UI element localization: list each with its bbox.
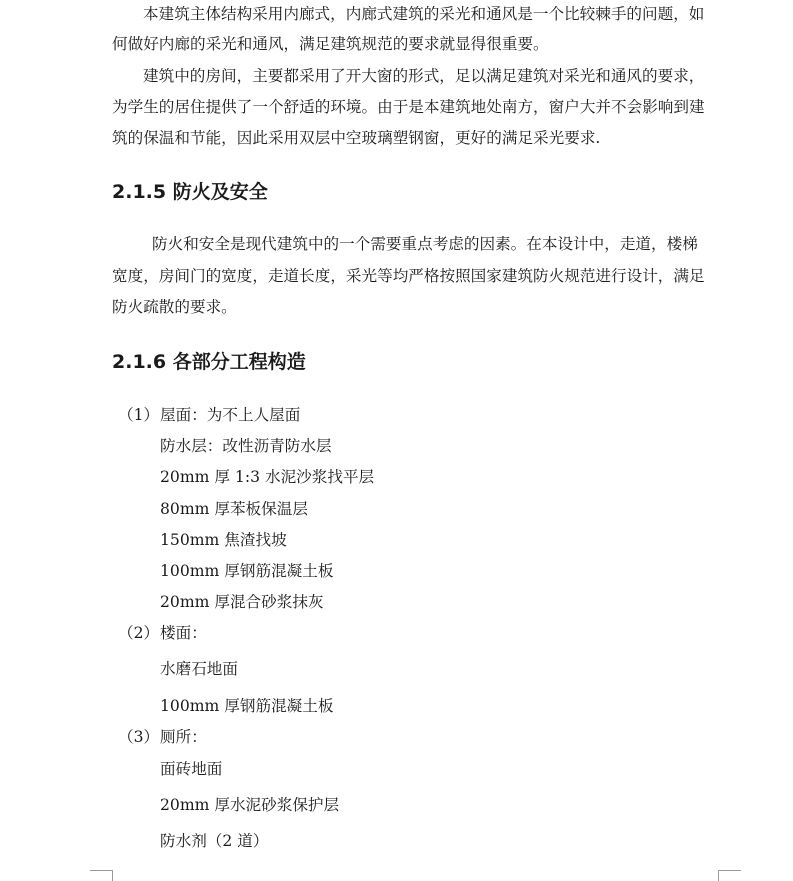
- section-215-line-2: 宽度，房间门的宽度，走道长度，采光等均严格按照国家建筑防火规范进行设计，满足: [112, 267, 705, 285]
- intro-line-2: 何做好内廊的采光和通风，满足建筑规范的要求就显得很重要。: [112, 35, 549, 53]
- group-2-number: （2）: [118, 624, 160, 642]
- section-215-line-3: 防火疏散的要求。: [112, 298, 237, 316]
- section-215-heading: 2.1.5 防火及安全: [112, 181, 268, 203]
- group-2-item: 水磨石地面: [160, 660, 238, 678]
- group-3-item: 防水剂（2 道）: [160, 832, 269, 850]
- group-1-item: 20mm 厚 1:3 水泥沙浆找平层: [160, 468, 375, 486]
- group-2-item: 100mm 厚钢筋混凝土板: [160, 697, 334, 715]
- group-3-item: 面砖地面: [160, 760, 223, 778]
- page-corner-mark-left: [90, 870, 113, 881]
- group-1-number: （1）: [118, 406, 160, 424]
- group-3-item: 20mm 厚水泥砂浆保护层: [160, 796, 340, 814]
- intro-line-5: 筑的保温和节能，因此采用双层中空玻璃塑钢窗，更好的满足采光要求.: [112, 129, 601, 147]
- intro-line-3: 建筑中的房间，主要都采用了开大窗的形式，足以满足建筑对采光和通风的要求，: [143, 67, 705, 85]
- intro-line-4: 为学生的居住提供了一个舒适的环境。由于是本建筑地处南方，窗户大并不会影响到建: [112, 98, 705, 116]
- group-1-title: 屋面：为不上人屋面: [160, 406, 301, 424]
- group-1-item: 防水层：改性沥青防水层: [160, 437, 332, 455]
- group-1-item: 80mm 厚苯板保温层: [160, 500, 308, 518]
- group-1-item: 150mm 焦渣找坡: [160, 531, 287, 549]
- group-1-item: 100mm 厚钢筋混凝土板: [160, 562, 334, 580]
- group-2-title: 楼面：: [160, 624, 207, 642]
- group-1-item: 20mm 厚混合砂浆抹灰: [160, 593, 324, 611]
- section-215-line-1: 防火和安全是现代建筑中的一个需要重点考虑的因素。在本设计中，走道，楼梯: [152, 235, 698, 253]
- page-corner-mark-right: [718, 870, 741, 881]
- group-3-title: 厕所：: [160, 728, 207, 746]
- section-216-heading: 2.1.6 各部分工程构造: [112, 351, 306, 373]
- group-3-number: （3）: [118, 728, 160, 746]
- intro-line-1: 本建筑主体结构采用内廊式，内廊式建筑的采光和通风是一个比较棘手的问题，如: [143, 5, 705, 23]
